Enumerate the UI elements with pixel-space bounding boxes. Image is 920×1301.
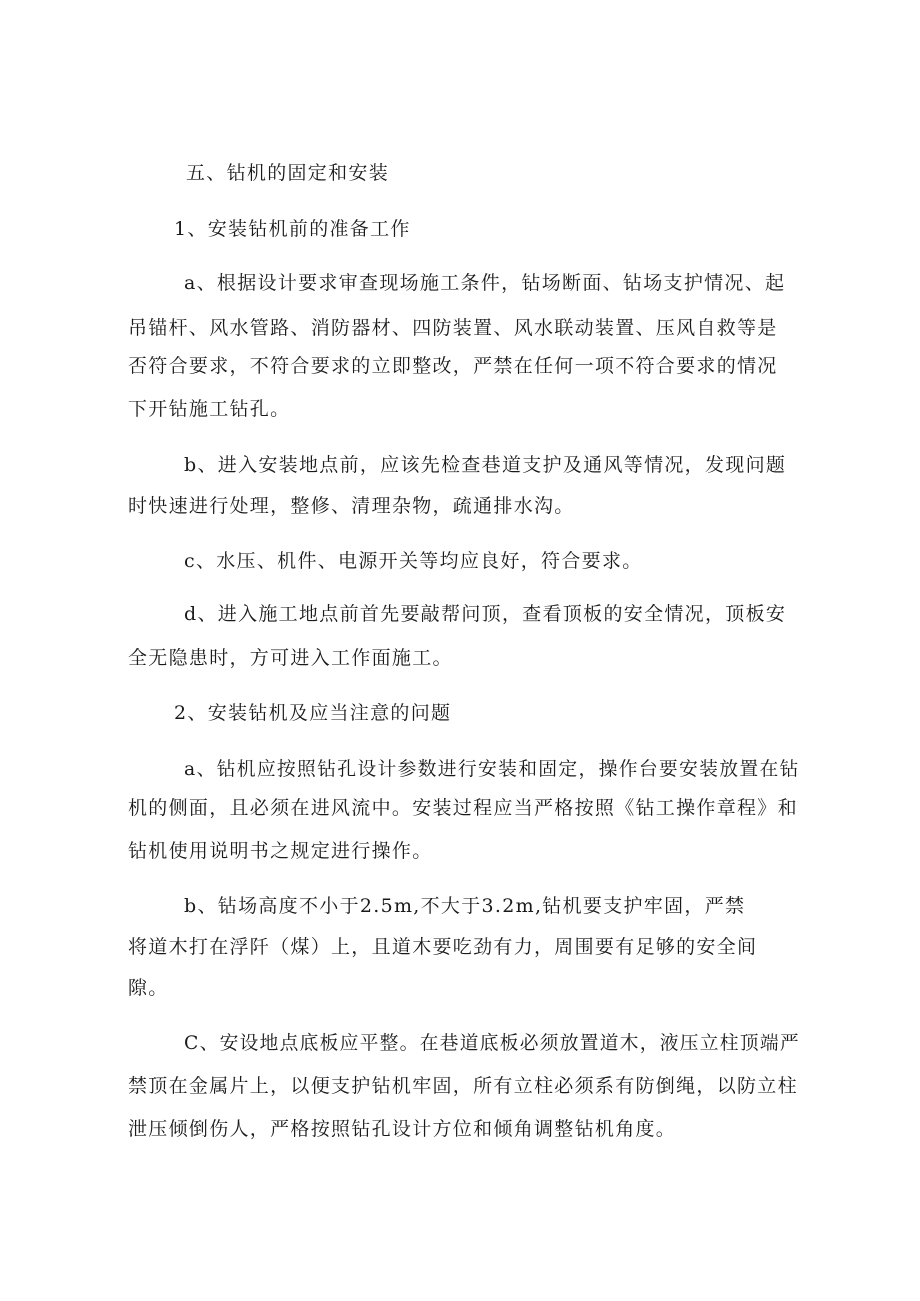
- paragraph-a1-line: 下开钻施工钻孔。: [128, 398, 291, 420]
- paragraph-b1-line: b、进入安装地点前，应该先检查巷道支护及通风等情况，发现问题: [184, 454, 787, 476]
- paragraph-d1-line: d、进入施工地点前首先要敲帮问顶，查看顶板的安全情况，顶板安: [184, 603, 787, 625]
- paragraph-a1-line: 否符合要求，不符合要求的立即整改，严禁在任何一项不符合要求的情况: [128, 355, 778, 377]
- paragraph-c2-line: 禁顶在金属片上，以便支护钻机牢固，所有立柱必须系有防倒绳，以防立柱: [128, 1075, 798, 1097]
- paragraph-b1-line: 时快速进行处理，整修、清理杂物，疏通排水沟。: [128, 495, 575, 517]
- subsection-heading-2: 2、安装钻机及应当注意的问题: [174, 702, 452, 724]
- paragraph-a1-line: 吊锚杆、风水管路、消防器材、四防装置、风水联动装置、压风自救等是: [128, 317, 778, 339]
- subsection-heading-1: 1、安装钻机前的准备工作: [174, 218, 411, 240]
- paragraph-d1-line: 全无隐患时，方可进入工作面施工。: [128, 647, 453, 669]
- paragraph-a2-line: 钻机使用说明书之规定进行操作。: [128, 840, 433, 862]
- paragraph-c1-line: c、水压、机件、电源开关等均应良好，符合要求。: [184, 550, 643, 572]
- paragraph-a1-line: a、根据设计要求审查现场施工条件，钻场断面、钻场支护情况、起: [184, 272, 786, 294]
- paragraph-a2-line: a、钻机应按照钻孔设计参数进行安装和固定，操作台要安装放置在钻: [184, 758, 800, 780]
- paragraph-c2-line: 泄压倾倒伤人，严格按照钻孔设计方位和倾角调整钻机角度。: [128, 1118, 677, 1140]
- paragraph-c2-line: C、安设地点底板应平整。在巷道底板必须放置道木，液压立柱顶端严: [184, 1032, 800, 1054]
- section-heading: 五、钻机的固定和安装: [186, 162, 390, 184]
- paragraph-b2-line: 隙。: [128, 977, 169, 999]
- paragraph-b2-line: b、钻场高度不小于2.5m,不大于3.2m,钻机要支护牢固，严禁: [184, 895, 746, 917]
- paragraph-a2-line: 机的侧面，且必须在进风流中。安装过程应当严格按照《钻工操作章程》和: [128, 797, 798, 819]
- paragraph-b2-line: 将道木打在浮阡（煤）上，且道木要吃劲有力，周围要有足够的安全间: [128, 936, 758, 958]
